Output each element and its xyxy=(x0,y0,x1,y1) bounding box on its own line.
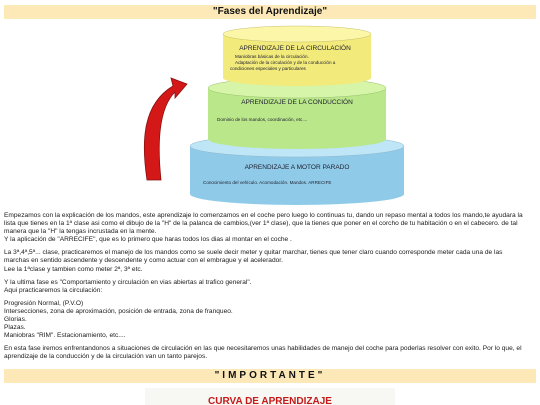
tier-2-line-1: Dominio de los mandos, coordinación, etc.... xyxy=(217,117,308,122)
paragraph-line: aprendizaje de la conducción y de la circulación van un tanto parejos. xyxy=(4,353,208,361)
upward-arrow-icon xyxy=(144,78,187,180)
paragraph-line: lista que tienes en la 1ª clase asi como el dibujo de la "H" de la palanca de cambios,(ver 1ª clase), que la tienes que poner en el corcho de tu habitación o en el cabecero. de tal xyxy=(4,220,518,228)
paragraph-line: Progresión Normal, (P.V.O) xyxy=(4,299,84,307)
tier-2-heading: APRENDIZAJE DE LA CONDUCCIÓN xyxy=(241,99,353,106)
tier-3-line-1: Conocimiento del vehículo. Acomodación. Mandos. ARRECIFE xyxy=(203,180,332,185)
paragraph-4 xyxy=(4,300,536,340)
important-banner: "IMPORTANTE" xyxy=(4,369,536,383)
paragraph-line: Plazas. xyxy=(4,324,26,332)
tier-3-heading: APRENDIZAJE A MOTOR PARADO xyxy=(244,164,350,171)
tier-circulacion xyxy=(223,26,371,86)
learning-phases-diagram xyxy=(135,22,405,212)
paragraph-3 xyxy=(4,279,536,295)
paragraph-line: Y la ultima fase es "Comportamiento y circulación en vias abiertas al trafico general". xyxy=(4,278,252,286)
learning-curve-figure xyxy=(145,388,395,405)
learning-curve-title: CURVA DE APRENDIZAJE xyxy=(208,396,332,405)
paragraph-line: manera que la "H" la tengas incrustada en la mente. xyxy=(4,228,157,236)
paragraph-line: Intersecciones, zona de aproximación, posición de entrada, zona de franqueo. xyxy=(4,307,233,315)
page-title: "Fases del Aprendizaje" xyxy=(4,5,536,19)
paragraph-2 xyxy=(4,249,536,273)
paragraph-line: Maniobras "RIM". Estacionamiento, etc.... xyxy=(4,332,126,340)
tier-1-line-2: Adaptación de la circulación y de la conducción a xyxy=(235,60,336,65)
paragraph-line: Y la aplicación de "ARRECIFE", que es lo primero que haras todos los dias al montar en el coche . xyxy=(4,236,292,244)
paragraph-line: Lee la 1ªclase y tambien como meter 2ª, 3ª etc. xyxy=(4,265,143,273)
body-text xyxy=(4,212,536,367)
paragraph-line: Glorias. xyxy=(4,316,27,324)
paragraph-line: marchas en sentido ascendente y descendente y como actuar con el embrague y el acelerador. xyxy=(4,257,283,265)
tier-1-line-3: condiciones especiales y particulares xyxy=(230,66,306,71)
paragraph-1 xyxy=(4,212,536,244)
tier-1-heading: APRENDIZAJE DE LA CIRCULACIÓN xyxy=(239,45,351,52)
tier-1-line-1: Maniobras básicas de la circulación. xyxy=(235,54,309,59)
paragraph-5 xyxy=(4,345,536,361)
paragraph-line: Aqui practicaremos la circulación: xyxy=(4,286,103,294)
tier-conduccion xyxy=(208,78,386,149)
paragraph-line: En esta fase iremos enfrentandonos a situaciones de circulación en las que necesitaremos unas habilidades de manejo del coche para poderlas resolver con exito. Por lo que, el xyxy=(4,345,522,353)
paragraph-line: Empezamos con la explicación de los mandos, este aprendizaje lo comenzamos en el coche pero luego lo continuas tu, dando un repaso mental a todos los mando,te ayudara la xyxy=(4,212,523,219)
paragraph-line: La 3ª,4ª,5ª... clase, practicaremos el manejo de los mandos como se suele decir meter y quitar marchar, tienes que tener claro cuando corresponde meter cada una de las xyxy=(4,249,503,257)
